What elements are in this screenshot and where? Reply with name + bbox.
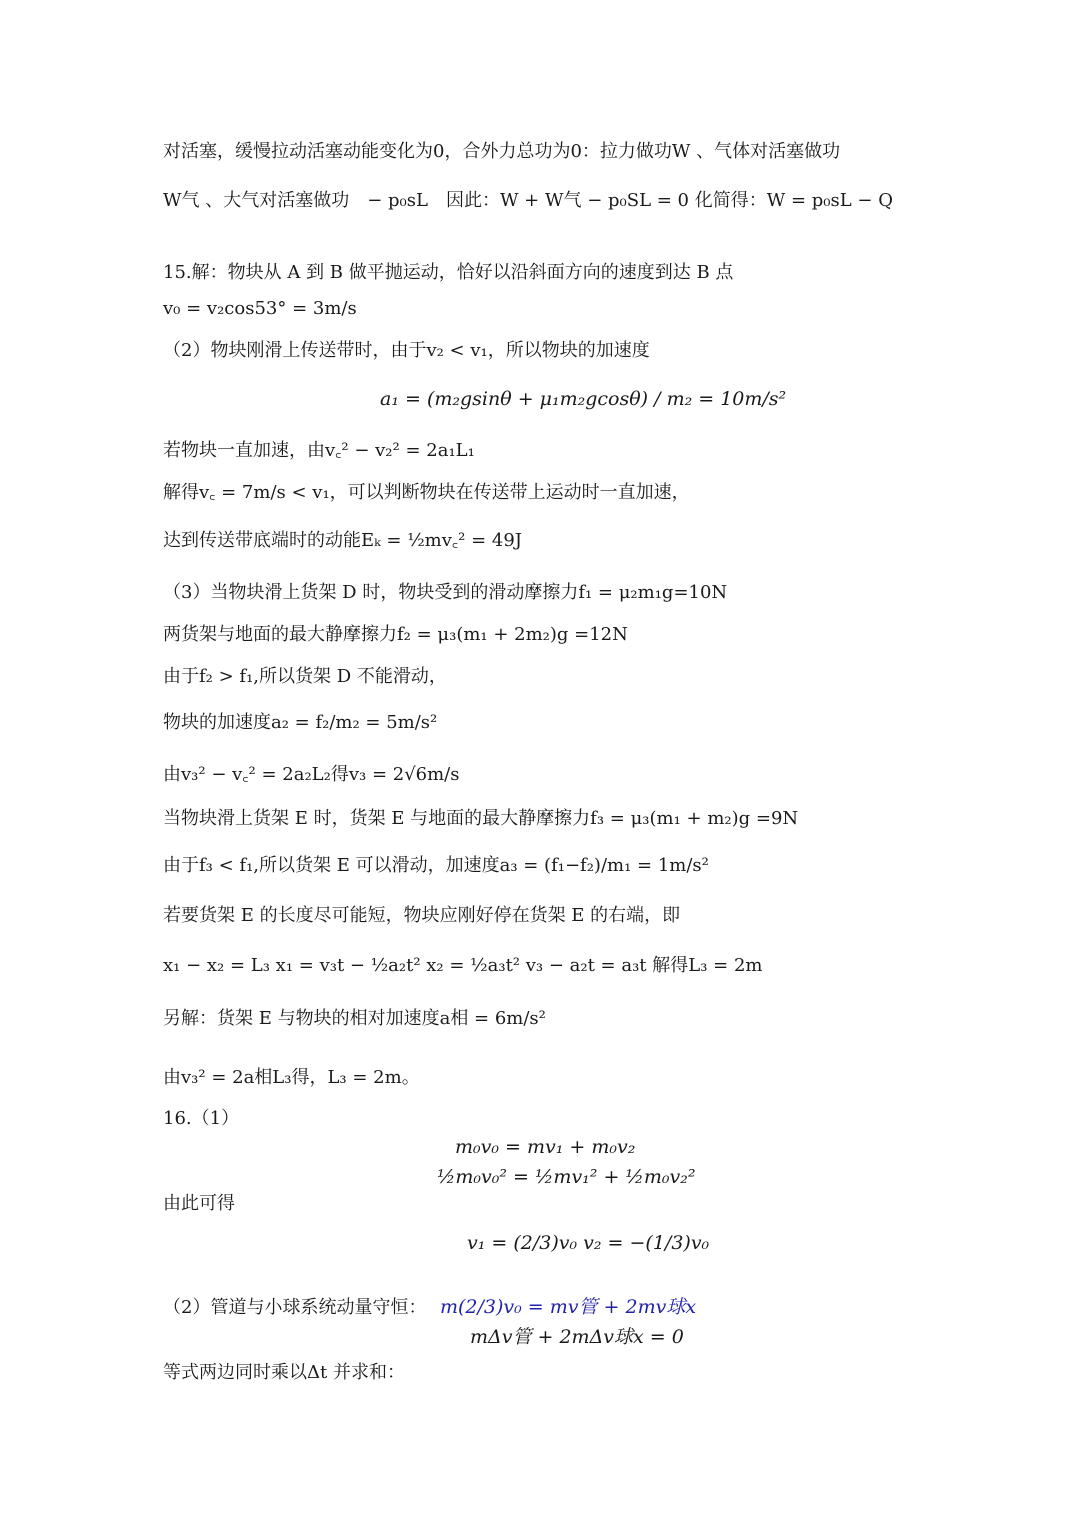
text-line: 15.解：物块从 A 到 B 做平抛运动，恰好以沿斜面方向的速度到达 B 点 (163, 262, 734, 283)
text-line: W气 、大气对活塞做功 − p₀sL 因此：W + W气 − p₀SL = 0 化简得：W = p₀sL − Q (163, 190, 893, 211)
equation: mΔv管 + 2mΔv球x = 0 (470, 1326, 684, 1348)
text-line: 由v₃² − v꜀² = 2a₂L₂得v₃ = 2√6m/s (163, 764, 460, 785)
text-line: 由此可得 (163, 1193, 235, 1214)
text-line: 物块的加速度a₂ = f₂/m₂ = 5m/s² (163, 712, 438, 733)
equation: m₀v₀ = mv₁ + m₀v₂ (455, 1136, 636, 1158)
text-line: 由v₃² = 2a相L₃得，L₃ = 2m。 (163, 1067, 420, 1088)
text-line: 对活塞，缓慢拉动活塞动能变化为0，合外力总功为0：拉力做功W 、气体对活塞做功 (163, 141, 841, 162)
text-line: 达到传送带底端时的动能Eₖ = ½mv꜀² = 49J (163, 530, 523, 551)
text-line: 16.（1） (163, 1108, 240, 1129)
text-line: （3）当物块滑上货架 D 时，物块受到的滑动摩擦力f₁ = μ₂m₁g=10N (163, 582, 728, 603)
text-line: v₀ = v₂cos53° = 3m/s (163, 298, 357, 319)
text-line: 等式两边同时乘以Δt 并求和： (163, 1362, 405, 1383)
text-line: 若要货架 E 的长度尽可能短，物块应刚好停在货架 E 的右端，即 (163, 905, 681, 926)
equation: m(2/3)v₀ = mv管 + 2mv球x (440, 1296, 697, 1318)
text-line: x₁ − x₂ = L₃ x₁ = v₃t − ½a₂t² x₂ = ½a₃t² v₃ − a₂t = a₃t 解得L₃ = 2m (163, 955, 763, 976)
text-line: 当物块滑上货架 E 时，货架 E 与地面的最大静摩擦力f₃ = μ₃(m₁ + m₂)g =9N (163, 808, 799, 829)
text-line: （2）管道与小球系统动量守恒： (163, 1297, 427, 1318)
equation: v₁ = (2/3)v₀ v₂ = −(1/3)v₀ (467, 1232, 710, 1254)
equation: ½m₀v₀² = ½mv₁² + ½m₀v₂² (437, 1166, 696, 1188)
text-line: 由于f₃ < f₁,所以货架 E 可以滑动，加速度a₃ = (f₁−f₂)/m₁ = 1m/s² (163, 855, 709, 876)
text-line: 若物块一直加速，由v꜀² − v₂² = 2a₁L₁ (163, 440, 475, 461)
text-line: 两货架与地面的最大静摩擦力f₂ = μ₃(m₁ + 2m₂)g =12N (163, 624, 628, 645)
text-line: 另解：货架 E 与物块的相对加速度a相 = 6m/s² (163, 1008, 546, 1029)
text-line: 解得v꜀ = 7m/s < v₁，可以判断物块在传送带上运动时一直加速， (163, 482, 690, 503)
text-line: 由于f₂ > f₁,所以货架 D 不能滑动， (163, 666, 447, 687)
text-line: （2）物块刚滑上传送带时，由于v₂ < v₁，所以物块的加速度 (163, 340, 650, 361)
equation: a₁ = (m₂gsinθ + μ₁m₂gcosθ) / m₂ = 10m/s² (380, 388, 787, 410)
